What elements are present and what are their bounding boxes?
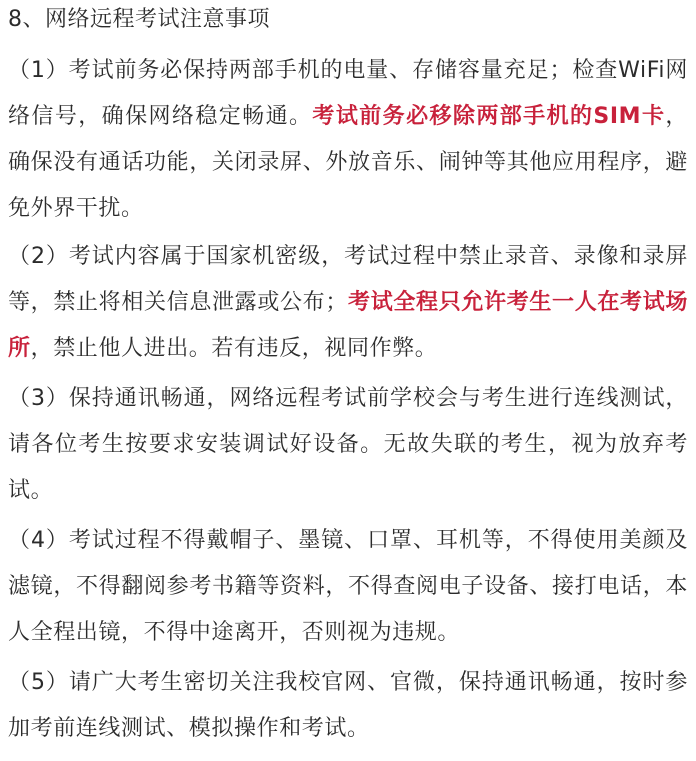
rule-paragraph-5: （5）请广大考生密切关注我校官网、官微，保持通讯畅通，按时参加考前连线测试、模拟操作和考试。 [8,670,688,741]
rule-2-text-end: ，禁止他人进出。若有违反，视同作弊。 [30,336,438,361]
rule-2-highlight: 考试全程只允许考生一人在考试场所 [8,290,688,361]
rule-paragraph-3: （3）保持通讯畅通，网络远程考试前学校会与考生进行连线测试，请各位考生按要求安装调试好设备。无故失联的考生，视为放弃考试。 [8,386,688,503]
section-heading: 8、网络远程考试注意事项 [8,7,270,32]
rule-paragraph-1 [8,48,688,232]
rule-1-text-end: ，确保没有通话功能，关闭录屏、外放音乐、闹钟等其他应用程序，避免外界干扰。 [8,104,688,221]
rule-1-highlight: 考试前务必移除两部手机的SIM卡 [312,104,666,129]
rule-2-text: （2）考试内容属于国家机密级，考试过程中禁止录音、录像和录屏等，禁止将相关信息泄露或公布； [8,244,688,315]
rule-paragraph-4: （4）考试过程不得戴帽子、墨镜、口罩、耳机等，不得使用美颜及滤镜，不得翻阅参考书籍等资料，不得查阅电子设备、接打电话，本人全程出镜，不得中途离开，否则视为违规。 [8,528,688,645]
rule-paragraph-2 [8,234,688,372]
rule-1-text: （1）考试前务必保持两部手机的电量、存储容量充足；检查WiFi网络信号，确保网络稳定畅通。 [8,58,688,129]
